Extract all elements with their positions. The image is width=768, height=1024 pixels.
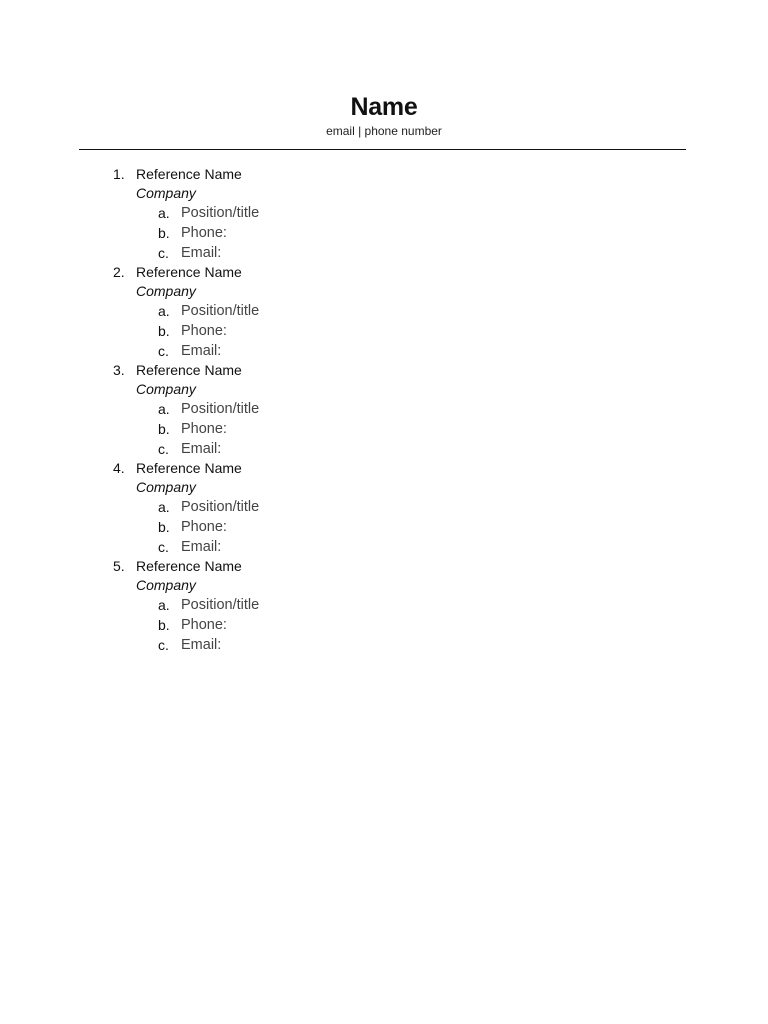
detail-label: Phone:	[181, 225, 227, 241]
detail-label: Email:	[181, 441, 222, 457]
detail-letter: a.	[158, 303, 170, 319]
reference-position	[136, 301, 259, 321]
reference-phone	[136, 223, 259, 243]
reference-details	[136, 497, 259, 557]
reference-position	[136, 595, 259, 615]
reference-item	[104, 361, 259, 459]
reference-item	[104, 263, 259, 361]
reference-position	[136, 399, 259, 419]
detail-label: Email:	[181, 245, 222, 261]
reference-item	[104, 165, 259, 263]
reference-name: Reference Name	[136, 558, 242, 574]
reference-number: 3.	[113, 362, 125, 378]
detail-label: Email:	[181, 539, 222, 555]
reference-number: 2.	[113, 264, 125, 280]
reference-phone	[136, 419, 259, 439]
detail-letter: c.	[158, 245, 169, 261]
reference-company: Company	[136, 283, 196, 299]
reference-number: 5.	[113, 558, 125, 574]
detail-label: Email:	[181, 343, 222, 359]
reference-phone	[136, 321, 259, 341]
reference-position	[136, 497, 259, 517]
reference-email	[136, 243, 259, 263]
header-divider	[79, 149, 686, 150]
detail-letter: b.	[158, 519, 170, 535]
detail-letter: b.	[158, 617, 170, 633]
reference-name: Reference Name	[136, 166, 242, 182]
detail-label: Phone:	[181, 519, 227, 535]
detail-label: Position/title	[181, 499, 260, 515]
detail-letter: c.	[158, 637, 169, 653]
detail-label: Position/title	[181, 401, 260, 417]
detail-label: Phone:	[181, 323, 227, 339]
detail-label: Position/title	[181, 205, 260, 221]
reference-position	[136, 203, 259, 223]
detail-letter: a.	[158, 499, 170, 515]
reference-email	[136, 341, 259, 361]
detail-letter: a.	[158, 597, 170, 613]
detail-label: Position/title	[181, 597, 260, 613]
reference-email	[136, 635, 259, 655]
reference-company: Company	[136, 185, 196, 201]
detail-letter: c.	[158, 343, 169, 359]
detail-label: Position/title	[181, 303, 260, 319]
reference-details	[136, 203, 259, 263]
reference-details	[136, 301, 259, 361]
reference-company: Company	[136, 577, 196, 593]
reference-email	[136, 439, 259, 459]
reference-item	[104, 459, 259, 557]
reference-email	[136, 537, 259, 557]
reference-name: Reference Name	[136, 460, 242, 476]
reference-number: 1.	[113, 166, 125, 182]
detail-letter: c.	[158, 539, 169, 555]
applicant-name: Name	[350, 93, 418, 121]
reference-name: Reference Name	[136, 362, 242, 378]
reference-list	[104, 165, 259, 655]
reference-phone	[136, 615, 259, 635]
detail-label: Phone:	[181, 617, 227, 633]
detail-letter: b.	[158, 225, 170, 241]
reference-phone	[136, 517, 259, 537]
reference-number: 4.	[113, 460, 125, 476]
detail-letter: a.	[158, 205, 170, 221]
reference-company: Company	[136, 381, 196, 397]
detail-letter: b.	[158, 421, 170, 437]
reference-item	[104, 557, 259, 655]
detail-letter: c.	[158, 441, 169, 457]
detail-label: Phone:	[181, 421, 227, 437]
detail-label: Email:	[181, 637, 222, 653]
contact-line: email | phone number	[326, 124, 442, 138]
document-header	[0, 92, 768, 139]
detail-letter: a.	[158, 401, 170, 417]
reference-name: Reference Name	[136, 264, 242, 280]
detail-letter: b.	[158, 323, 170, 339]
reference-details	[136, 595, 259, 655]
reference-details	[136, 399, 259, 459]
reference-company: Company	[136, 479, 196, 495]
